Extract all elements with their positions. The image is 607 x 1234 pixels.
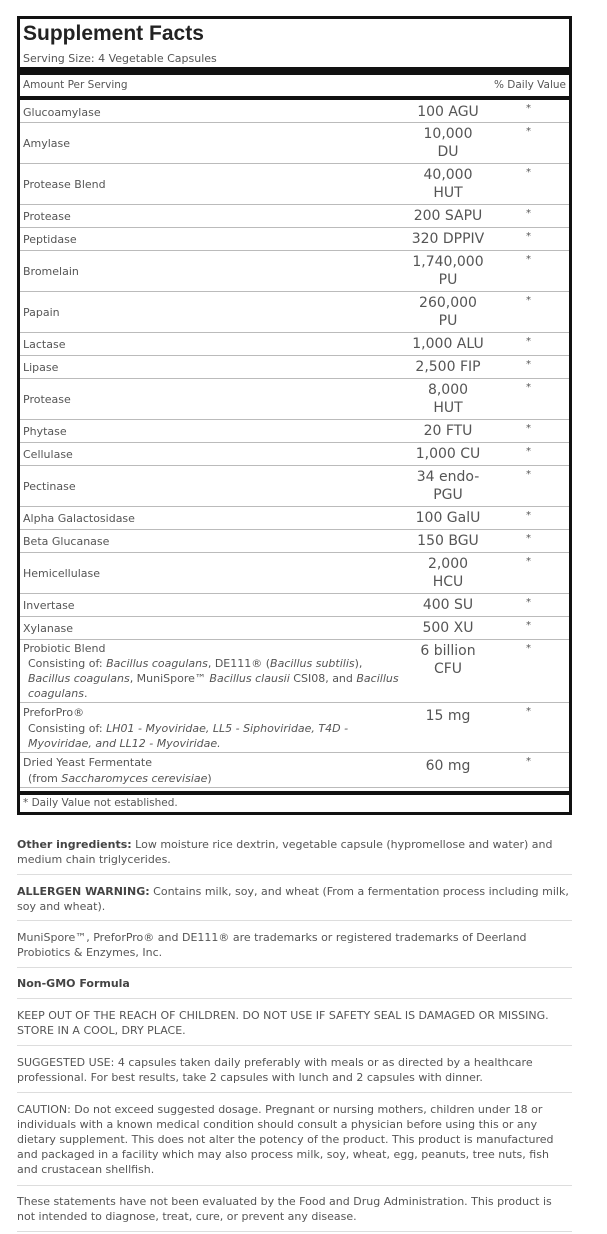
daily-value: * (526, 510, 531, 521)
strain-name: Bacillus clausii (209, 672, 290, 685)
section-divider (17, 874, 572, 875)
daily-value: * (526, 469, 531, 480)
ingredient-name: Xylanase (23, 622, 74, 635)
ingredient-amount: 60 mg (425, 758, 471, 774)
allergen-warning (17, 884, 572, 914)
sub-text: , DE111® ( (207, 657, 271, 670)
supplement-facts-panel (17, 16, 572, 815)
ingredient-amount: 320 DPPIV (411, 231, 485, 247)
daily-value: * (526, 423, 531, 434)
ingredient-name: Protease (23, 393, 71, 406)
ingredient-amount: 2,000 (427, 556, 469, 572)
phage-list: LH01 - Myoviridae, LL5 - Siphoviridae, T4D - Myoviridae, and LL12 - Myoviridae. (28, 722, 349, 750)
table-row (20, 164, 569, 205)
ingredient-name: Phytase (23, 425, 67, 438)
daily-value: * (526, 643, 531, 654)
daily-value: * (526, 706, 531, 717)
table-row (20, 553, 569, 594)
table-row (20, 228, 569, 251)
ingredient-amount: 40,000 (423, 167, 473, 183)
divider-bottom (20, 791, 569, 795)
ingredient-amount: 1,000 CU (415, 446, 481, 462)
section-divider (17, 1092, 572, 1093)
allergen-text: Contains milk, soy, and wheat (From a fermentation process including milk, soy and wheat). (17, 885, 569, 913)
other-ingredients (17, 837, 572, 867)
sub-prefix: Consisting of: (28, 722, 107, 735)
yeast-source (23, 771, 401, 786)
ingredient-amount: 100 AGU (417, 104, 479, 120)
ingredient-name: Lactase (23, 338, 66, 351)
strain-name: Bacillus subtilis (270, 657, 355, 670)
table-row (20, 594, 569, 617)
allergen-label: ALLERGEN WARNING: (17, 885, 150, 898)
daily-value: * (526, 533, 531, 544)
ingredient-name: Bromelain (23, 265, 79, 278)
prefor-composition (23, 721, 401, 751)
table-row (20, 123, 569, 164)
ingredient-amount: 100 GalU (415, 510, 481, 526)
ingredient-amount-unit: DU (437, 144, 459, 160)
ingredient-name: Alpha Galactosidase (23, 512, 135, 525)
ingredient-amount: 20 FTU (423, 423, 473, 439)
section-divider (17, 1045, 572, 1046)
ingredient-amount: 2,500 FIP (415, 359, 481, 375)
serving-size: Serving Size: 4 Vegetable Capsules (23, 52, 217, 65)
other-ingredients-text: Low moisture rice dextrin, vegetable capsule (hypromellose and water) and medium chain triglycerides. (17, 838, 553, 866)
ingredient-amount: 10,000 (423, 126, 473, 142)
ingredient-name: Lipase (23, 361, 59, 374)
table-row (20, 420, 569, 443)
ingredient-amount: 200 SAPU (413, 208, 483, 224)
facts-title: Supplement Facts (23, 22, 204, 45)
daily-value: * (526, 359, 531, 370)
ingredient-rows (20, 100, 569, 788)
ingredient-amount-unit: CFU (433, 661, 463, 677)
ingredient-amount-unit: PGU (433, 487, 463, 503)
daily-value-footnote: * Daily Value not established. (23, 797, 178, 809)
yeast-species: Saccharomyces cerevisiae (61, 772, 208, 785)
amount-per-serving-header: Amount Per Serving (23, 79, 128, 91)
ingredient-amount-unit: HUT (433, 185, 463, 201)
ingredient-amount: 1,000 ALU (412, 336, 484, 352)
ingredient-amount-unit: PU (438, 272, 458, 288)
ingredient-name: Amylase (23, 137, 71, 150)
daily-value: * (526, 254, 531, 265)
daily-value: * (526, 231, 531, 242)
daily-value: * (526, 126, 531, 137)
daily-value: * (526, 556, 531, 567)
table-row (20, 617, 569, 640)
table-row (20, 507, 569, 530)
keep-out-warning: KEEP OUT OF THE REACH OF CHILDREN. DO NOT USE IF SAFETY SEAL IS DAMAGED OR MISSING. STORE IN A COOL, DRY PLACE. (17, 1009, 549, 1037)
ingredient-name: Papain (23, 306, 60, 319)
table-row (20, 356, 569, 379)
ingredient-name: Peptidase (23, 233, 77, 246)
ingredient-name: Protease Blend (23, 178, 106, 191)
sub-prefix: Consisting of: (28, 657, 107, 670)
ingredient-name: Cellulase (23, 448, 73, 461)
sub-text: ), (354, 657, 363, 670)
table-row (20, 379, 569, 420)
sub-text: . (83, 687, 88, 700)
section-divider (17, 967, 572, 968)
daily-value-header: % Daily Value (493, 79, 566, 91)
ingredient-amount: 15 mg (425, 708, 471, 724)
strain-name: Bacillus coagulans (106, 657, 208, 670)
ingredient-name: Pectinase (23, 480, 76, 493)
ingredient-name: PreforPro® (23, 706, 85, 719)
fda-disclaimer: These statements have not been evaluated by the Food and Drug Administration. This product is not intended to diagnose, treat, cure, or prevent any disease. (17, 1195, 552, 1223)
strain-name: Bacillus coagulans (28, 672, 399, 700)
daily-value: * (526, 446, 531, 457)
sub-suffix: ) (207, 772, 212, 785)
suggested-use: SUGGESTED USE: 4 capsules taken daily preferably with meals or as directed by a healthcare professional. For best results, take 2 capsules with lunch and 2 capsules with dinner. (17, 1056, 533, 1084)
ingredient-amount: 8,000 (427, 382, 469, 398)
sub-text: CSI08, and (289, 672, 357, 685)
ingredient-amount: 1,740,000 (412, 254, 484, 270)
daily-value: * (526, 336, 531, 347)
daily-value: * (526, 167, 531, 178)
ingredient-name: Dried Yeast Fermentate (23, 756, 153, 769)
table-row (20, 703, 569, 753)
daily-value: * (526, 295, 531, 306)
ingredient-name: Protease (23, 210, 71, 223)
ingredient-amount: 400 SU (422, 597, 474, 613)
sub-prefix: (from (28, 772, 62, 785)
table-row (20, 251, 569, 292)
table-row (20, 466, 569, 507)
daily-value: * (526, 620, 531, 631)
ingredient-amount-unit: HCU (432, 574, 464, 590)
ingredient-amount: 500 XU (422, 620, 474, 636)
ingredient-name: Hemicellulase (23, 567, 101, 580)
caution-notice: CAUTION: Do not exceed suggested dosage. Pregnant or nursing mothers, children under 18 or individuals with a known medical condition should consult a physician before using this or any dietary supplement. This does not alter the potency of the product. This product is manufactured and packaged in a facility which may also process milk, soy, wheat, egg, peanuts, tree nuts, fish and crustacean shellfish. (17, 1103, 554, 1176)
strain-name: Bacillus coagulans (28, 672, 130, 685)
table-row (20, 205, 569, 228)
section-divider (17, 998, 572, 999)
other-ingredients-label: Other ingredients: (17, 838, 132, 851)
ingredient-name: Beta Glucanase (23, 535, 110, 548)
ingredient-amount-unit: HUT (433, 400, 463, 416)
ingredient-amount: 34 endo- (416, 469, 480, 485)
non-gmo-label: Non-GMO Formula (17, 977, 130, 990)
daily-value: * (526, 208, 531, 219)
table-row (20, 100, 569, 123)
daily-value: * (526, 597, 531, 608)
ingredient-amount: 260,000 (419, 295, 477, 311)
sub-text: , MuniSpore™ (129, 672, 210, 685)
daily-value: * (526, 756, 531, 767)
ingredient-name: Glucoamylase (23, 106, 101, 119)
ingredient-amount: 150 BGU (417, 533, 479, 549)
table-row (20, 530, 569, 553)
probiotic-composition (23, 656, 401, 701)
ingredient-name: Invertase (23, 599, 75, 612)
table-row (20, 640, 569, 703)
table-row (20, 443, 569, 466)
trademarks-notice: MuniSpore™, PreforPro® and DE111® are trademarks or registered trademarks of Deerland Probiotics & Enzymes, Inc. (17, 931, 527, 959)
ingredient-name: Probiotic Blend (23, 642, 106, 655)
daily-value: * (526, 103, 531, 114)
table-row (20, 292, 569, 333)
section-divider (17, 920, 572, 921)
section-divider (17, 1231, 572, 1232)
divider-thick (20, 67, 569, 75)
section-divider (17, 1185, 572, 1186)
daily-value: * (526, 382, 531, 393)
table-row (20, 333, 569, 356)
table-row (20, 753, 569, 788)
ingredient-amount: 6 billion (420, 643, 476, 659)
ingredient-amount-unit: PU (438, 313, 458, 329)
